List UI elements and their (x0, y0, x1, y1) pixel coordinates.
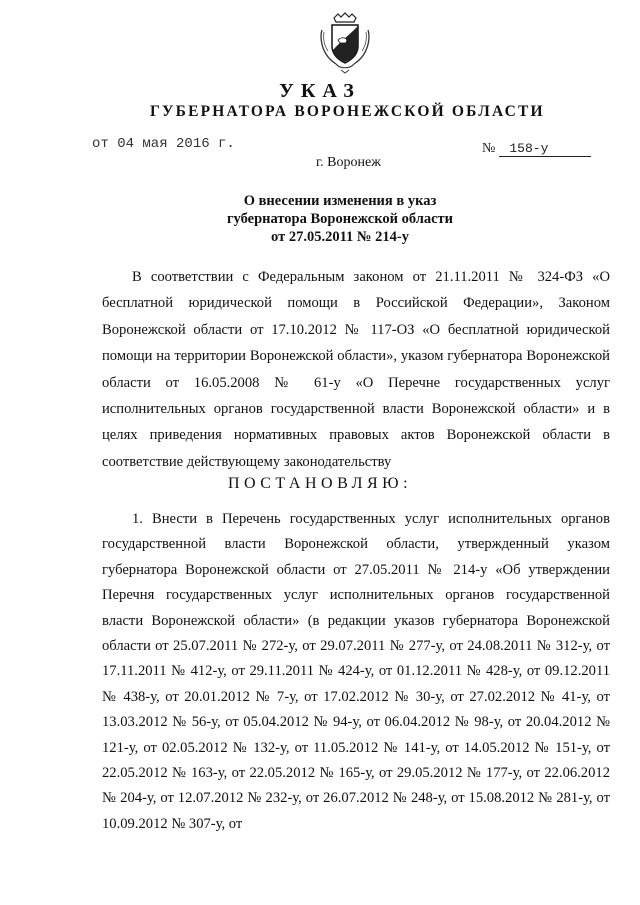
document-date: от 04 мая 2016 г. (92, 136, 235, 152)
document-number (482, 141, 591, 157)
subject-line-2: губернатора Воронежской области (226, 211, 454, 227)
number-sign: № (482, 141, 496, 156)
subject-line-3: от 27.05.2011 № 214-у (271, 229, 409, 245)
coat-of-arms-icon (318, 12, 372, 74)
document-city: г. Воронеж (316, 155, 381, 170)
document-title: УКАЗ (279, 80, 361, 102)
number-value: 158-у (499, 142, 591, 157)
document-subject (180, 192, 500, 246)
decree-word: ПОСТАНОВЛЯЮ: (227, 475, 413, 492)
document-issuer: ГУБЕРНАТОРА ВОРОНЕЖСКОЙ ОБЛАСТИ (150, 103, 545, 120)
item-1-paragraph: 1. Внести в Перечень государственных услуг исполнительных органов государственной власти Воронежской области, утвержденный указом губернатора Воронежской области от 27.05.2011 № 214-у «Об утверждении Перечня государственных услуг исполнительных органов государственной власти Воронежской области» (в редакции указов губернатора Воронежской области от 25.07.2011 № 272-у, от 29.07.2011 № 277-у, от 24.08.2011 № 312-у, от 17.11.2011 № 412-у, от 29.11.2011 № 424-у, от 01.12.2011 № 428-у, от 09.12.2011 № 438-у, от 20.01.2012 № 7-у, от 17.02.2012 № 30-у, от 27.02.2012 № 41-у, от 13.03.2012 № 56-у, от 05.04.2012 № 94-у, от 06.04.2012 № 98-у, от 20.04.2012 № 121-у, от 02.05.2012 № 132-у, от 11.05.2012 № 141-у, от 14.05.2012 № 151-у, от 22.05.2012 № 163-у, от 22.05.2012 № 165-у, от 29.05.2012 № 177-у, от 22.06.2012 № 204-у, от 12.07.2012 № 232-у, от 26.07.2012 № 248-у, от 15.08.2012 № 281-у, от 10.09.2012 № 307-у, от (102, 511, 610, 832)
preamble-paragraph: В соответствии с Федеральным законом от 21.11.2011 № 324-ФЗ «О бесплатной юридической помощи в Российской Федерации», Законом Воронежской области от 17.10.2012 № 117-ОЗ «О бесплатной юридической помощи на территории Воронежской области», указом губернатора Воронежской области от 16.05.2008 № 61-у «О Перечне государственных услуг исполнительных органов государственной власти Воронежской области» и в целях приведения нормативных правовых актов Воронежской области в соответствие действующему законодательству (102, 269, 610, 470)
subject-line-1: О внесении изменения в указ (243, 193, 437, 209)
